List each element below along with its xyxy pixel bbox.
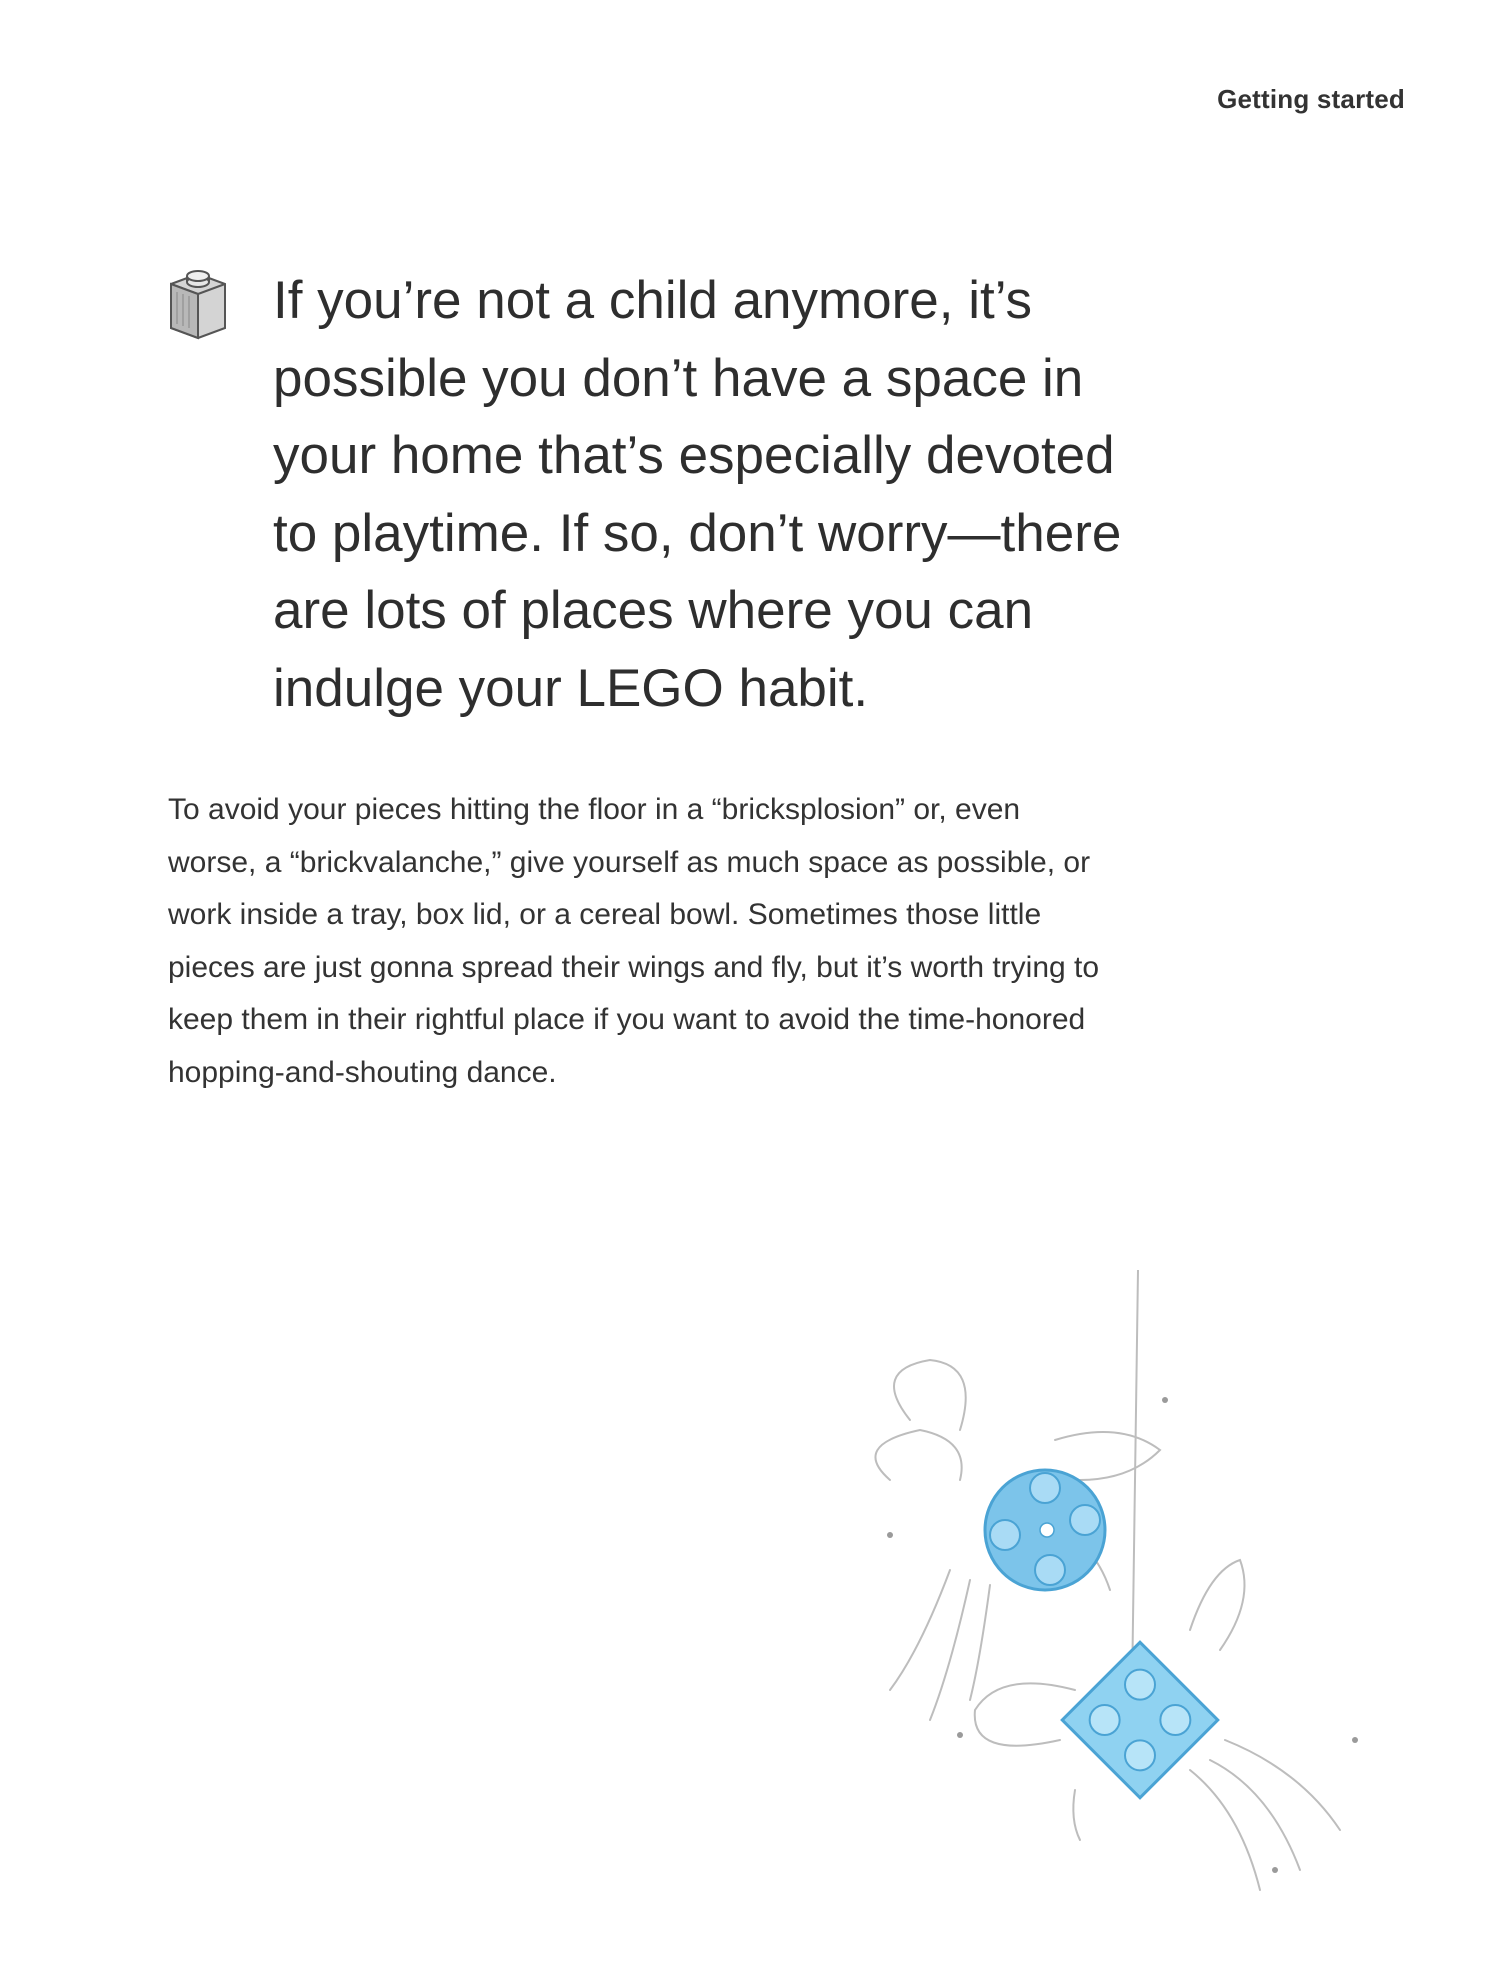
- flying-lego-pieces-illustration: [860, 1270, 1460, 1950]
- round-lego-plate-icon: [985, 1470, 1105, 1590]
- pull-quote-line: are lots of places where you can: [273, 581, 1034, 640]
- body-line: To avoid your pieces hitting the floor in a “bricksplosion” or, even: [168, 793, 1021, 826]
- pull-quote-line: your home that’s especially devoted: [273, 426, 1115, 485]
- body-line: work inside a tray, box lid, or a cereal bowl. Sometimes those little: [168, 898, 1042, 931]
- body-line: keep them in their rightful place if you want to avoid the time-honored: [168, 1003, 1086, 1036]
- body-line: worse, a “brickvalanche,” give yourself as much space as possible, or: [168, 845, 1091, 879]
- lego-brick-icon: [163, 262, 233, 342]
- body-line: pieces are just gonna spread their wings and fly, but it’s worth trying to: [168, 950, 1100, 984]
- pull-quote: [273, 262, 1273, 727]
- pull-quote-line: If you’re not a child anymore, it’s: [273, 271, 1033, 330]
- pull-quote-line: indulge your LEGO habit.: [273, 658, 869, 718]
- pull-quote-line: possible you don’t have a space in: [273, 348, 1084, 408]
- body-line: hopping-and-shouting dance.: [168, 1055, 557, 1089]
- body-paragraph: [168, 784, 1318, 1099]
- running-head: Getting started: [1217, 84, 1405, 114]
- pull-quote-line: to playtime. If so, don’t worry—there: [273, 503, 1122, 563]
